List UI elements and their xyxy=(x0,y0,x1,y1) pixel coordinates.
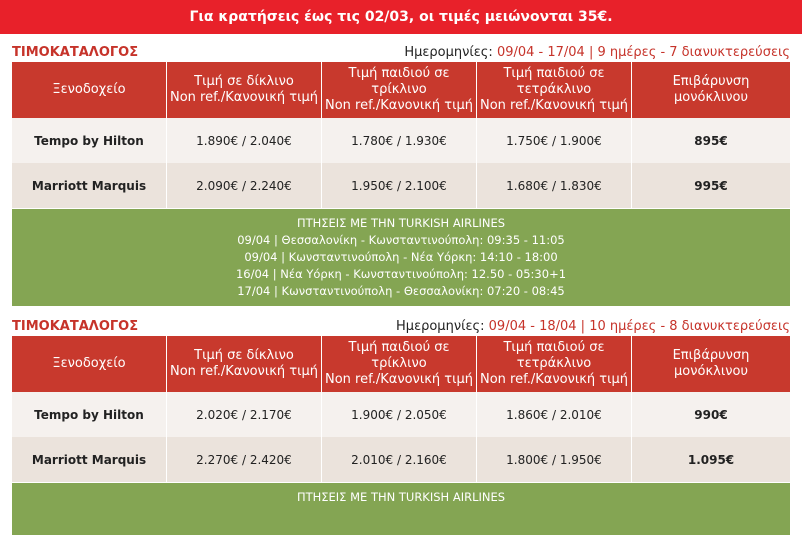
col-header-double: Τιμή σε δίκλινο Non ref./Κανονική τιμή xyxy=(167,62,322,118)
dates-label: Ημερομηνίες: xyxy=(404,44,493,60)
price-double: 2.270€ / 2.420€ xyxy=(167,437,322,482)
table-row xyxy=(12,437,790,482)
hotel-name: Marriott Marquis xyxy=(12,163,167,208)
section-header xyxy=(12,42,790,62)
table-row xyxy=(12,163,790,208)
col-header-quad: Τιμή παιδιού σε τετράκλινο Non ref./Κανονική τιμή xyxy=(477,336,632,392)
col-header-single: Επιβάρυνση μονόκλινου xyxy=(632,336,790,392)
single-supplement: 895€ xyxy=(632,118,790,163)
single-supplement: 995€ xyxy=(632,163,790,208)
price-double: 1.890€ / 2.040€ xyxy=(167,118,322,163)
price-quad: 1.800€ / 1.950€ xyxy=(477,437,632,482)
hotel-name: Marriott Marquis xyxy=(12,437,167,482)
flights-box xyxy=(12,209,790,306)
col-header-triple: Τιμή παιδιού σε τρίκλινο Non ref./Κανονική τιμή xyxy=(322,336,477,392)
flights-title: ΠΤΗΣΕΙΣ ΜΕ ΤΗΝ TURKISH AIRLINES xyxy=(296,490,506,504)
table-row xyxy=(12,118,790,163)
section-header xyxy=(12,316,790,336)
price-triple: 1.900€ / 2.050€ xyxy=(322,392,477,437)
col-header-double: Τιμή σε δίκλινο Non ref./Κανονική τιμή xyxy=(167,336,322,392)
section-title: ΤΙΜΟΚΑΤΑΛΟΓΟΣ xyxy=(12,44,139,60)
flights-title: ΠΤΗΣΕΙΣ ΜΕ ΤΗΝ TURKISH AIRLINES xyxy=(296,216,506,230)
price-triple: 1.950€ / 2.100€ xyxy=(322,163,477,208)
hotel-name: Tempo by Hilton xyxy=(12,118,167,163)
price-double: 2.090€ / 2.240€ xyxy=(167,163,322,208)
flight-line: 16/04 | Νέα Υόρκη - Κωνσταντινούπολη: 12.50 - 05:30+1 xyxy=(235,267,567,281)
single-supplement: 1.095€ xyxy=(632,437,790,482)
dates-value: 09/04 - 17/04 | 9 ημέρες - 7 διανυκτερεύσεις xyxy=(492,44,790,60)
col-header-quad: Τιμή παιδιού σε τετράκλινο Non ref./Κανονική τιμή xyxy=(477,62,632,118)
price-triple: 1.780€ / 1.930€ xyxy=(322,118,477,163)
table-row xyxy=(12,392,790,437)
price-quad: 1.680€ / 1.830€ xyxy=(477,163,632,208)
single-supplement: 990€ xyxy=(632,392,790,437)
flight-line: 09/04 | Κωνσταντινούπολη - Νέα Υόρκη: 14:10 - 18:00 xyxy=(244,250,558,264)
section-dates xyxy=(396,319,790,334)
price-table xyxy=(12,62,790,208)
promo-banner: Για κρατήσεις έως τις 02/03, οι τιμές μειώνονται 35€. xyxy=(0,0,802,34)
table-header-row xyxy=(12,62,790,118)
price-double: 2.020€ / 2.170€ xyxy=(167,392,322,437)
price-table xyxy=(12,336,790,482)
price-quad: 1.750€ / 1.900€ xyxy=(477,118,632,163)
price-section-1 xyxy=(0,42,802,306)
hotel-name: Tempo by Hilton xyxy=(12,392,167,437)
dates-label: Ημερομηνίες: xyxy=(396,318,485,334)
col-header-single: Επιβάρυνση μονόκλινου xyxy=(632,62,790,118)
flight-line: 09/04 | Θεσσαλονίκη - Κωνσταντινούπολη: 09:35 - 11:05 xyxy=(237,233,565,247)
price-quad: 1.860€ / 2.010€ xyxy=(477,392,632,437)
price-triple: 2.010€ / 2.160€ xyxy=(322,437,477,482)
col-header-hotel: Ξενοδοχείο xyxy=(12,336,167,392)
table-header-row xyxy=(12,336,790,392)
section-dates xyxy=(404,45,790,60)
price-section-2 xyxy=(0,316,802,535)
col-header-hotel: Ξενοδοχείο xyxy=(12,62,167,118)
flights-box xyxy=(12,483,790,535)
col-header-triple: Τιμή παιδιού σε τρίκλινο Non ref./Κανονική τιμή xyxy=(322,62,477,118)
dates-value: 09/04 - 18/04 | 10 ημέρες - 8 διανυκτερεύσεις xyxy=(484,318,790,334)
section-title: ΤΙΜΟΚΑΤΑΛΟΓΟΣ xyxy=(12,318,139,334)
flight-line: 17/04 | Κωνσταντινούπολη - Θεσσαλονίκη: 07:20 - 08:45 xyxy=(237,284,565,298)
